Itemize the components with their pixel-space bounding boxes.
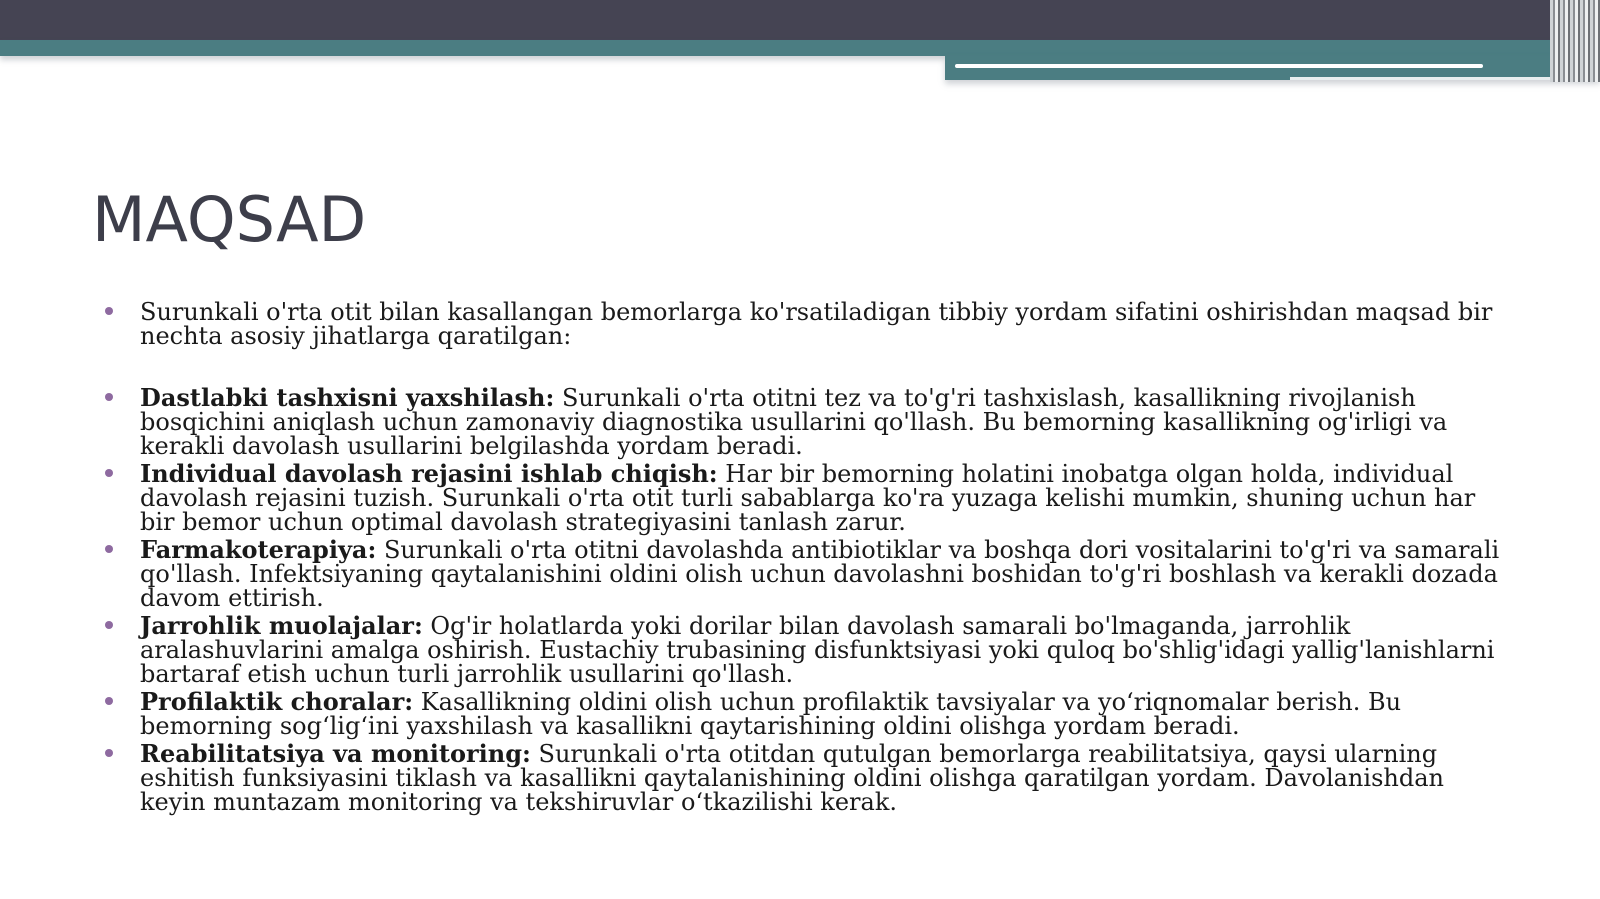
bullet-icon (105, 697, 113, 705)
intro-text: Surunkali o'rta otit bilan kasallangan bemorlarga ko'rsatiladigan tibbiy yordam sifatini oshirishdan maqsad bir nechta asosiy jihatlarga qaratilgan: (140, 298, 1493, 350)
list-item-text: Har bir bemorning holatini inobatga olgan holda, individual davolash rejasini tuzish. Surunkali o'rta otit turli sabablarga ko'ra yuzaga kelishi mumkin, shuning uchun har bir bemor uchun optimal davolash strategiyasini tanlash zarur. (140, 460, 1476, 536)
bullet-icon (105, 307, 113, 315)
bullet-icon (105, 545, 113, 553)
list-item-heading: Reabilitatsiya va monitoring: (140, 739, 531, 768)
list-item-heading: Jarrohlik muolajalar: (140, 611, 423, 640)
list-item (0, 383, 1600, 460)
header-accent-line-light (1290, 77, 1570, 80)
slide-title: MAQSAD (92, 183, 367, 256)
list-item-text: Surunkali o'rta otitni davolashda antibiotiklar va boshqa dori vositalarini to'g'ri va samarali qo'llash. Infektsiyaning qaytalanishini oldini olish uchun davolashni boshidan to'g'ri boshlash va kerakli dozada davom ettirish. (140, 536, 1500, 612)
header-band-teal (0, 40, 1600, 56)
bullet-icon (105, 469, 113, 477)
bullet-icon (105, 749, 113, 757)
list-item (0, 687, 1600, 740)
list-item-text: Surunkali o'rta otitdan qutulgan bemorlarga reabilitatsiya, qaysi ularning eshitish funksiyasini tiklash va kasallikni qaytalanishining oldini olishga qaratilgan yordam. Davolanishdan keyin muntazam monitoring va tekshiruvlar o‘tkazilishi kerak. (140, 740, 1444, 816)
list-item-text: Kasallikning oldini olish uchun profilaktik tavsiyalar va yo‘riqnomalar berish. Bu bemorning sog‘lig‘ini yaxshilash va kasallikni qaytarishining oldini olishga yordam beradi. (140, 688, 1402, 740)
slide-body (0, 300, 1600, 814)
list-item-heading: Dastlabki tashxisni yaxshilash: (140, 383, 555, 412)
header-band-dark (0, 0, 1600, 40)
list-item (0, 739, 1600, 816)
header-accent-line (955, 64, 1483, 68)
bullet-icon (105, 621, 113, 629)
list-item-heading: Farmakoterapiya: (140, 535, 377, 564)
header-stripes-decoration (1550, 0, 1600, 82)
list-item (0, 611, 1600, 688)
list-item-text: Og'ir holatlarda yoki dorilar bilan davolash samarali bo'lmaganda, jarrohlik aralashuvlarini amalga oshirish. Eustachiy trubasining disfunktsiyasi yoki quloq bo'shlig'idagi yallig'lanishlarni bartaraf etish uchun turli jarrohlik usullarini qo'llash. (140, 612, 1495, 688)
list-item (0, 459, 1600, 536)
intro-paragraph (0, 300, 1600, 348)
list-item-text: Surunkali o'rta otitni tez va to'g'ri tashxislash, kasallikning rivojlanish bosqichini aniqlash uchun zamonaviy diagnostika usullarini qo'llash. Bu bemorning kasallikning og'irligi va kerakli davolash usullarini belgilashda yordam beradi. (140, 384, 1448, 460)
bullet-icon (105, 393, 113, 401)
list-item (0, 535, 1600, 612)
list-item-heading: Individual davolash rejasini ishlab chiqish: (140, 459, 718, 488)
list-item-heading: Profilaktik choralar: (140, 687, 414, 716)
